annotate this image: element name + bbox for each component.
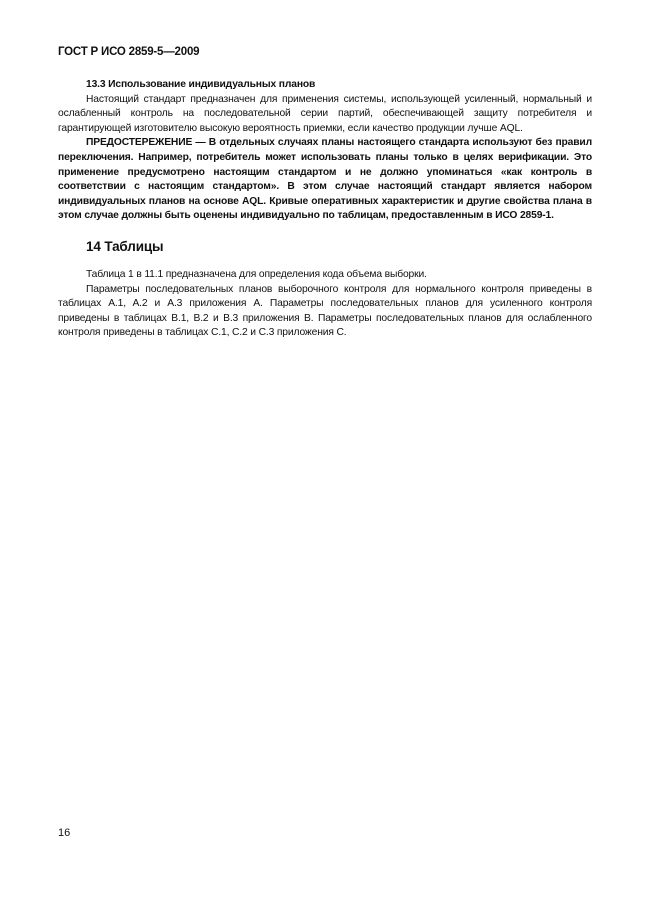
warning-paragraph: ПРЕДОСТЕРЕЖЕНИЕ — В отдельных случаях планы настоящего стандарта используют без правил переключения. Например, потребитель может использовать планы только в целях верификации. Это применение предусмотрено настоящим стандартом и не должно упоминаться «как контроль в соответствии с настоящим стандартом». В этом случае настоящий стандарт является набором индивидуальных планов на основе AQL. Кривые оперативных характеристик и другие свойства плана в этом случае должны быть оценены индивидуально по таблицам, предоставленным в ИСО 2859-1. — [58, 137, 592, 222]
section-paragraph-1: Таблица 1 в 11.1 предназначена для определения кода объема выборки. — [86, 268, 427, 280]
document-body — [58, 78, 592, 341]
section-paragraph-2: Параметры последовательных планов выборочного контроля для нормального контроля приведены в таблицах A.1, A.2 и A.3 приложения A. Параметры последовательных планов для усиленного контроля приведены в таблицах B.1, B.2 и B.3 приложения B. Параметры последовательных планов для ослабленного контроля приведены в таблицах C.1, C.2 и C.3 приложения C. — [58, 283, 592, 339]
page-number: 16 — [58, 827, 71, 839]
document-header: ГОСТ Р ИСО 2859-5—2009 — [58, 46, 200, 58]
section-title: 14 Таблицы — [86, 238, 164, 254]
subsection-heading: 13.3 Использование индивидуальных планов — [86, 79, 316, 90]
subsection-paragraph: Настоящий стандарт предназначен для применения системы, использующей усиленный, нормальный и ослабленный контроль на последовательной серии партий, обеспечивающей защиту потребителя и гарантирующей изготовителю высокую вероятность приемки, если качество продукции лучше AQL. — [58, 93, 592, 134]
